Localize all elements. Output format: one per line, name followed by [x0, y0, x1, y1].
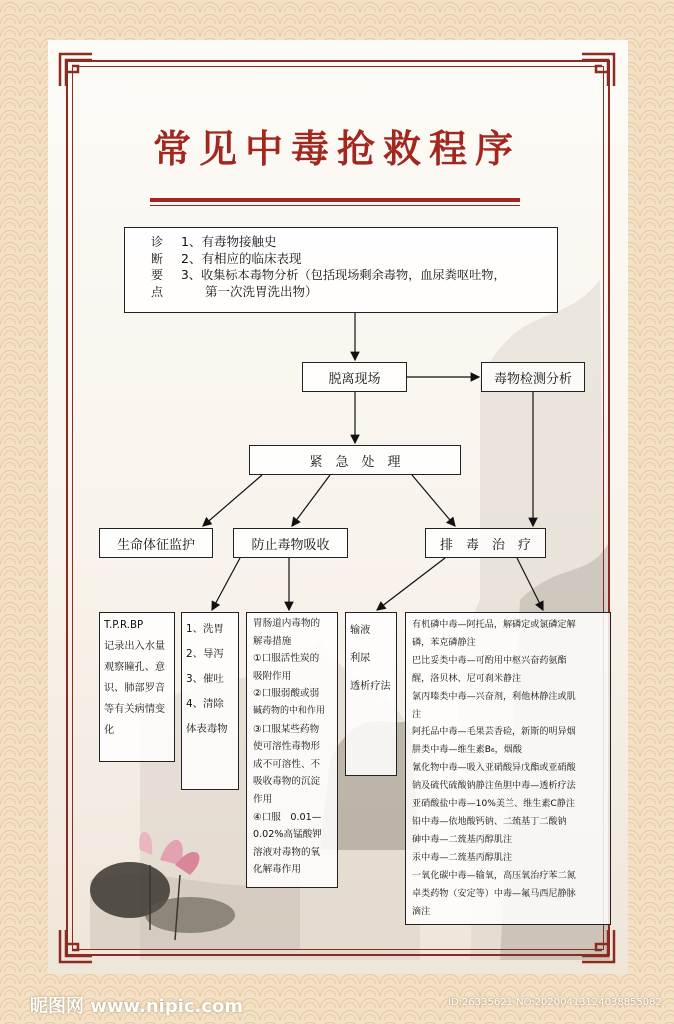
image-id-watermark: ID:26335621 NO:20200413124038855082: [448, 997, 662, 1008]
side-char: 要: [151, 268, 164, 282]
gi-line: ②口服弱酸或弱: [253, 688, 320, 700]
absorption-line: 1、洗胃: [186, 623, 224, 635]
arrow-prevent-to-wash: [212, 558, 240, 610]
antidote-line: 有机磷中毒—阿托品，解磷定或氯磷定解: [412, 620, 576, 630]
arrow-detox-to-infusion: [377, 558, 445, 610]
gi-line: 吸附作用: [253, 670, 292, 682]
arrow-emergency-to-prevent: [292, 475, 330, 526]
emergency-label: 紧 急 处 理: [309, 454, 401, 470]
diagnosis-line: 第一次洗胃洗出物）: [205, 283, 318, 299]
gi-line: 成不可溶性、不: [253, 758, 321, 770]
antidote-line: 肼类中毒—维生素B₆，烟酸: [412, 745, 522, 756]
absorption-text: [186, 617, 238, 742]
antidote-list: [405, 612, 611, 925]
antidote-line: 一氧化碳中毒—输氧，高压氧治疗苯二氮: [412, 870, 576, 881]
absorption-line: 2、导泻: [186, 648, 224, 660]
antidote-line: 巴比妥类中毒—可酌用中枢兴奋药氨酯: [412, 655, 567, 666]
antidote-line: 氰化物中毒—吸入亚硝酸异戊酯或亚硝酸: [412, 763, 576, 774]
gi-line: 0.02%高锰酸钾: [253, 829, 322, 841]
antidote-line: 磷，苯克磷静注: [412, 637, 476, 648]
antidote-line: 氯丙嗪类中毒—兴奋剂，利他林静注或肌: [412, 691, 576, 702]
vital-line: 观察瞳孔、意: [104, 662, 166, 673]
gi-line: ①口服活性炭的: [253, 653, 320, 665]
vital-line: 记录出入水量: [104, 641, 166, 652]
gi-line: ③口服某些药物: [253, 723, 320, 735]
antidote-line: 醒，洛贝林、尼可刹米静注: [412, 673, 522, 684]
gi-line: 吸收毒物的沉淀: [253, 776, 321, 788]
absorption-line: 体表毒物: [186, 723, 228, 735]
site-watermark: 昵图网 www.nipic.com: [30, 996, 244, 1017]
page-title: 常见中毒抢救程序: [152, 126, 521, 171]
gi-line: 使可溶性毒物形: [253, 741, 321, 753]
antidote-line: 注: [412, 709, 422, 720]
gi-detox-text: [253, 615, 339, 879]
arrow-emergency-to-vital: [203, 475, 262, 526]
detox-treatment-label: 排 毒 治 疗: [439, 537, 531, 553]
arrow-detox-to-antidote: [517, 558, 543, 610]
detox-methods-text: [350, 617, 398, 701]
detox-line: 透析疗法: [350, 681, 391, 692]
gi-line: 胃肠道内毒物的: [253, 618, 321, 629]
vital-line: T.P.R.BP: [104, 620, 144, 631]
gi-line: ④口服 0.01—: [253, 811, 322, 823]
detox-line: 利尿: [350, 653, 371, 664]
gi-line: 碱药物的中和作用: [253, 705, 326, 716]
gi-detox-measures: [246, 612, 338, 888]
diagnosis-line: 2、有相应的临床表现: [181, 250, 302, 266]
antidote-line: 铅中毒—依地酸钙钠、二巯基丁二酸钠: [412, 816, 567, 827]
detox-methods: [345, 612, 397, 776]
vital-signs-text: [104, 615, 176, 741]
leave-scene-label: 脱离现场: [328, 371, 381, 387]
vital-signs-label: 生命体征监护: [116, 537, 195, 553]
antidote-line: 汞中毒—二巯基丙醇肌注: [412, 852, 513, 863]
antidote-line: 卓类药物（安定等）中毒—氟马西尼静脉: [412, 888, 576, 899]
arrow-emergency-to-detox: [412, 475, 455, 526]
side-char: 点: [151, 284, 164, 299]
vital-line: 等有关病情变: [104, 704, 166, 715]
prevent-absorption-label: 防止毒物吸收: [251, 537, 330, 553]
absorption-methods: [181, 612, 239, 790]
absorption-line: 3、催吐: [186, 673, 224, 685]
diagnosis-line: 1、有毒物接触史: [181, 234, 277, 249]
gi-line: 溶液对毒物的氧: [253, 846, 321, 858]
vital-line: 识、肺部罗音: [104, 683, 166, 694]
toxin-test-label: 毒物检测分析: [493, 371, 572, 387]
vital-line: 化: [104, 725, 115, 736]
absorption-line: 4、清除: [186, 698, 224, 710]
antidote-line: 砷中毒—二巯基丙醇肌注: [412, 834, 513, 845]
antidote-line: 亚硝酸盐中毒—10%美兰、维生素C静注: [412, 799, 575, 810]
diagnosis-line: 3、收集标本毒物分析（包括现场剩余毒物，血尿粪呕吐物，: [181, 268, 506, 282]
side-char: 断: [151, 251, 164, 266]
antidote-line: 阿托品中毒—毛果芸香硷，新斯的明异烟: [412, 727, 576, 738]
gi-line: 作用: [253, 793, 273, 805]
side-char: 诊: [151, 235, 164, 249]
antidote-line: 滴注: [412, 906, 431, 917]
vital-signs-details: [99, 612, 175, 762]
gi-line: 化解毒作用: [253, 864, 301, 876]
gi-line: 解毒措施: [253, 635, 292, 647]
detox-line: 输液: [350, 625, 371, 636]
antidote-text: [412, 617, 611, 921]
antidote-line: 钠及硫代硫酸钠静注鱼胆中毒—透析疗法: [412, 781, 576, 792]
